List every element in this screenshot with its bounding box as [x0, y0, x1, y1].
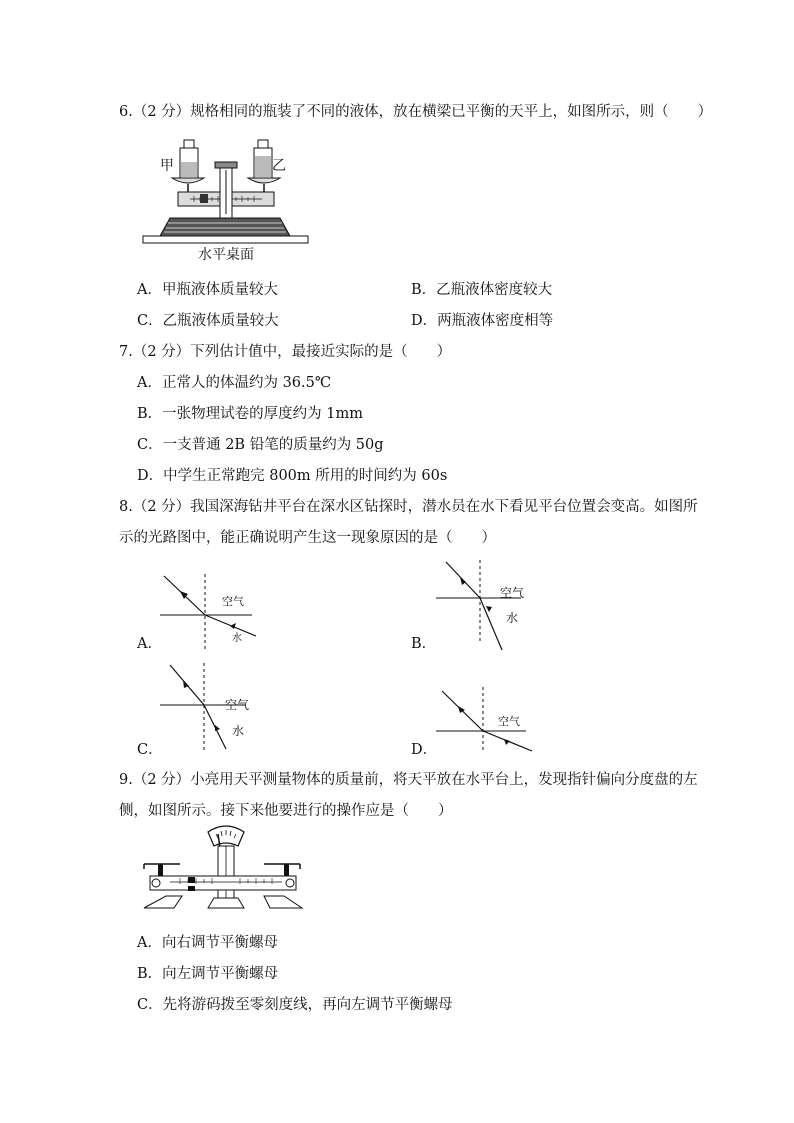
balance-pointer-figure [140, 822, 310, 924]
question-8-stem-line2: 示的光路图中，能正确说明产生这一现象原因的是（ ） [119, 530, 496, 546]
fig-d-air-label: 空气 [498, 715, 520, 728]
fig-b-water-label: 水 [506, 611, 519, 625]
question-7-stem: 7.（2 分）下列估计值中，最接近实际的是（ ） [119, 344, 452, 360]
question-8-stem-line1: 8.（2 分）我国深海钻井平台在深水区钻探时，潜水员在水下看见平台位置会变高。如图所 [119, 499, 698, 515]
q6-option-a: A．甲瓶液体质量较大 [137, 282, 278, 298]
q7-option-d: D．中学生正常跑完 800m 所用的时间约为 60s [137, 468, 448, 484]
q7-option-a: A．正常人的体温约为 36.5℃ [137, 375, 332, 391]
q8-option-c-letter: C． [137, 742, 163, 758]
fig-c-air-label: 空气 [225, 698, 250, 712]
q8-option-d-letter: D． [411, 742, 438, 758]
q6-option-c: C．乙瓶液体质量较大 [137, 313, 279, 329]
fig-a-air-label: 空气 [222, 595, 244, 608]
question-9-stem-line2: 侧，如图所示。接下来他要进行的操作应是（ ） [119, 803, 453, 819]
q9-option-a: A．向右调节平衡螺母 [137, 935, 278, 951]
q9-option-b: B．向左调节平衡螺母 [137, 966, 279, 982]
label-jia: 甲 [160, 158, 174, 174]
fig-a-water-label: 水 [232, 633, 242, 644]
question-6-stem: 6.（2 分）规格相同的瓶装了不同的液体，放在横梁已平衡的天平上，如图所示，则（ ） [119, 104, 713, 120]
question-9-stem-line1: 9.（2 分）小亮用天平测量物体的质量前，将天平放在水平台上，发现指针偏向分度盘的左 [119, 772, 698, 788]
q6-option-d: D．两瓶液体密度相等 [411, 313, 554, 329]
light-path-figure-a [160, 572, 270, 652]
q7-option-c: C．一支普通 2B 铅笔的质量约为 50g [137, 437, 384, 453]
light-path-figure-b [436, 560, 536, 655]
q8-option-b-letter: B． [411, 636, 437, 652]
label-table: 水平桌面 [198, 247, 254, 263]
balance-pointer-left-diagram [140, 822, 310, 924]
label-yi: 乙 [272, 158, 286, 174]
fig-c-water-label: 水 [232, 724, 245, 738]
light-path-figure-d [436, 687, 536, 755]
fig-b-air-label: 空气 [500, 586, 525, 600]
q8-option-a-letter: A． [137, 636, 162, 652]
q9-option-c: C．先将游码拨至零刻度线，再向左调节平衡螺母 [137, 997, 453, 1013]
q7-option-b: B．一张物理试卷的厚度约为 1mm [137, 406, 363, 422]
q6-option-b: B．乙瓶液体密度较大 [411, 282, 553, 298]
